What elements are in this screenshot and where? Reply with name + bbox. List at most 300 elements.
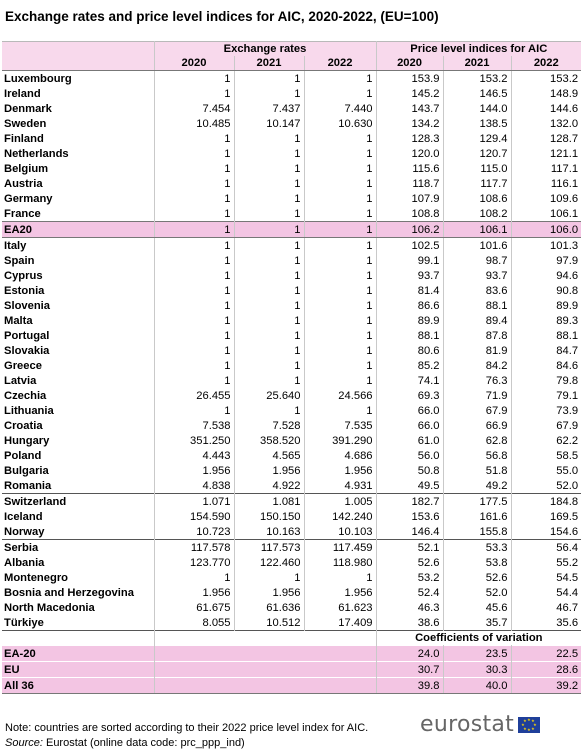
row-value: 1 — [234, 313, 304, 328]
header-corner-2 — [2, 56, 154, 71]
row-value: 177.5 — [443, 494, 511, 510]
row-value: 1 — [234, 222, 304, 238]
row-value: 53.8 — [443, 555, 511, 570]
row-label: Lithuania — [2, 403, 154, 418]
row-value: 144.0 — [443, 101, 511, 116]
row-value: 1 — [154, 253, 234, 268]
table-row — [2, 298, 581, 313]
cv-header-blank — [2, 631, 154, 646]
row-value: 117.578 — [154, 540, 234, 556]
cv-blank — [154, 678, 234, 694]
row-value: 99.1 — [376, 253, 443, 268]
row-value: 1 — [234, 71, 304, 87]
row-value: 62.8 — [443, 433, 511, 448]
row-value: 10.723 — [154, 524, 234, 540]
row-label: Albania — [2, 555, 154, 570]
row-value: 1 — [304, 146, 376, 161]
row-value: 1 — [304, 86, 376, 101]
cv-row-label: All 36 — [2, 678, 154, 694]
header-corner — [2, 42, 154, 57]
row-value: 1 — [234, 403, 304, 418]
row-label: Malta — [2, 313, 154, 328]
row-value: 1 — [304, 161, 376, 176]
row-value: 1 — [234, 570, 304, 585]
row-value: 128.7 — [550, 132, 579, 145]
row-value: 121.1 — [550, 147, 579, 160]
row-value: 1 — [234, 131, 304, 146]
row-value: 1 — [304, 358, 376, 373]
row-value: 153.9 — [376, 71, 443, 87]
row-value: 1 — [154, 131, 234, 146]
data-table — [2, 41, 581, 694]
row-value: 1 — [304, 191, 376, 206]
row-value: 4.443 — [154, 448, 234, 463]
header-price-level-indices: Price level indices for AIC — [376, 42, 581, 57]
row-value: 143.7 — [376, 101, 443, 116]
row-value: 1 — [304, 222, 376, 238]
row-value: 79.1 — [556, 389, 579, 402]
row-value: 61.675 — [154, 600, 234, 615]
table-row — [2, 358, 581, 373]
table-row — [2, 478, 581, 494]
header-year: 2020 — [154, 56, 234, 71]
cv-row-value: 28.6 — [511, 662, 581, 678]
row-value: 106.1 — [443, 222, 511, 238]
row-value: 1 — [154, 403, 234, 418]
row-label: Croatia — [2, 418, 154, 433]
row-value: 84.2 — [443, 358, 511, 373]
row-value: 4.565 — [234, 448, 304, 463]
row-value: 1 — [304, 343, 376, 358]
header-year: 2020 — [376, 56, 443, 71]
row-value: 120.0 — [376, 146, 443, 161]
row-value: 66.0 — [376, 403, 443, 418]
row-value: 7.528 — [234, 418, 304, 433]
row-value: 1 — [234, 343, 304, 358]
row-value: 391.290 — [304, 433, 376, 448]
row-value: 10.485 — [154, 116, 234, 131]
table-row — [2, 71, 581, 87]
row-label: Greece — [2, 358, 154, 373]
row-value: 142.240 — [304, 509, 376, 524]
row-value: 54.5 — [556, 571, 579, 584]
row-value: 52.1 — [376, 540, 443, 556]
row-value: 62.2 — [556, 434, 579, 447]
row-value: 1 — [154, 161, 234, 176]
row-value: 1 — [234, 176, 304, 191]
table-row — [2, 418, 581, 433]
row-value: 98.7 — [443, 253, 511, 268]
row-label: Germany — [2, 191, 154, 206]
row-label: Montenegro — [2, 570, 154, 585]
row-value: 89.4 — [443, 313, 511, 328]
row-value: 7.538 — [154, 418, 234, 433]
table-row — [2, 161, 581, 176]
row-label: Poland — [2, 448, 154, 463]
table-row — [2, 176, 581, 191]
row-value: 132.0 — [550, 117, 579, 130]
row-value: 25.640 — [234, 388, 304, 403]
row-value: 79.8 — [556, 374, 579, 387]
row-value: 66.9 — [443, 418, 511, 433]
table-row — [2, 570, 581, 585]
cv-row — [2, 662, 581, 678]
table-row — [2, 540, 581, 556]
row-value: 1 — [304, 71, 376, 87]
cv-row-value: 24.0 — [376, 646, 443, 662]
row-value: 4.686 — [304, 448, 376, 463]
row-value: 58.5 — [556, 449, 579, 462]
row-value: 73.9 — [556, 404, 579, 417]
row-value: 7.440 — [304, 101, 376, 116]
row-value: 120.7 — [443, 146, 511, 161]
row-value: 1 — [154, 298, 234, 313]
row-value: 1 — [304, 570, 376, 585]
table-row — [2, 555, 581, 570]
row-value: 128.3 — [376, 131, 443, 146]
row-label: Bosnia and Herzegovina — [2, 585, 154, 600]
row-value: 55.2 — [556, 556, 579, 569]
row-value: 10.630 — [304, 116, 376, 131]
table-row — [2, 524, 581, 540]
row-label: Cyprus — [2, 268, 154, 283]
row-value: 1 — [304, 373, 376, 388]
cv-blank — [304, 646, 376, 662]
row-value: 1 — [154, 313, 234, 328]
row-value: 49.5 — [376, 478, 443, 494]
table-row — [2, 328, 581, 343]
table-row — [2, 615, 581, 631]
table-row — [2, 433, 581, 448]
row-value: 93.7 — [443, 268, 511, 283]
row-label: Italy — [2, 238, 154, 254]
row-value: 51.8 — [443, 463, 511, 478]
row-value: 182.7 — [376, 494, 443, 510]
row-value: 1 — [234, 191, 304, 206]
row-value: 153.6 — [376, 509, 443, 524]
row-value: 56.4 — [511, 540, 581, 556]
row-value: 1 — [234, 161, 304, 176]
table-row — [2, 131, 581, 146]
header-year: 2021 — [443, 56, 511, 71]
cv-header-row — [2, 631, 581, 646]
row-value: 97.9 — [556, 254, 579, 267]
cv-row-value: 23.5 — [443, 646, 511, 662]
row-value: 55.0 — [556, 464, 579, 477]
row-value: 117.7 — [443, 176, 511, 191]
header-year-row — [2, 56, 581, 71]
row-value: 17.409 — [304, 615, 376, 631]
row-value: 50.8 — [376, 463, 443, 478]
row-value: 1 — [154, 343, 234, 358]
row-value: 35.6 — [556, 616, 579, 629]
row-value: 1 — [234, 86, 304, 101]
row-label: Austria — [2, 176, 154, 191]
row-value: 67.9 — [556, 419, 579, 432]
row-value: 61.623 — [304, 600, 376, 615]
row-value: 89.9 — [376, 313, 443, 328]
row-value: 109.6 — [550, 192, 579, 205]
row-value: 7.535 — [304, 418, 376, 433]
row-value: 7.454 — [154, 101, 234, 116]
row-value: 89.3 — [556, 314, 579, 327]
row-value: 144.6 — [550, 102, 579, 115]
row-value: 83.6 — [443, 283, 511, 298]
row-value: 1 — [234, 328, 304, 343]
row-value: 88.1 — [443, 298, 511, 313]
row-value: 84.7 — [556, 344, 579, 357]
row-value: 10.103 — [304, 524, 376, 540]
row-value: 81.9 — [443, 343, 511, 358]
row-value: 1 — [304, 403, 376, 418]
row-value: 117.573 — [234, 540, 304, 556]
cv-row-value: 30.7 — [376, 662, 443, 678]
row-label: Slovakia — [2, 343, 154, 358]
row-value: 106.2 — [376, 222, 443, 238]
row-label: Portugal — [2, 328, 154, 343]
row-value: 1 — [304, 238, 376, 254]
cv-row-value: 39.2 — [511, 678, 581, 694]
row-value: 84.6 — [556, 359, 579, 372]
row-value: 1 — [154, 268, 234, 283]
row-label: Serbia — [2, 540, 154, 556]
row-value: 101.3 — [511, 238, 581, 254]
table-row — [2, 238, 581, 254]
row-value: 90.8 — [556, 284, 579, 297]
row-value: 106.0 — [511, 222, 581, 238]
row-label: Romania — [2, 478, 154, 494]
row-value: 1 — [304, 176, 376, 191]
row-value: 1 — [154, 358, 234, 373]
cv-blank — [234, 646, 304, 662]
row-value: 154.6 — [550, 525, 579, 538]
row-value: 10.147 — [234, 116, 304, 131]
row-value: 117.459 — [304, 540, 376, 556]
cv-row — [2, 646, 581, 662]
row-value: 146.5 — [443, 86, 511, 101]
row-value: 76.3 — [443, 373, 511, 388]
row-value: 184.8 — [511, 494, 581, 510]
row-value: 1 — [154, 373, 234, 388]
header-exchange-rates: Exchange rates — [154, 42, 376, 57]
logo-text: eurostat — [420, 712, 515, 737]
row-value: 123.770 — [154, 555, 234, 570]
row-value: 1.081 — [234, 494, 304, 510]
cv-row-value: 40.0 — [443, 678, 511, 694]
row-value: 161.6 — [443, 509, 511, 524]
header-year: 2022 — [511, 56, 581, 71]
row-value: 35.7 — [443, 615, 511, 631]
row-label: Switzerland — [2, 494, 154, 510]
row-value: 66.0 — [376, 418, 443, 433]
row-label: North Macedonia — [2, 600, 154, 615]
row-value: 1 — [234, 253, 304, 268]
row-value: 155.8 — [443, 524, 511, 540]
row-value: 1.005 — [304, 494, 376, 510]
row-value: 26.455 — [154, 388, 234, 403]
row-value: 1 — [154, 206, 234, 222]
row-value: 108.8 — [376, 206, 443, 222]
table-row — [2, 222, 581, 238]
row-value: 67.9 — [443, 403, 511, 418]
row-value: 1 — [154, 328, 234, 343]
eurostat-logo — [420, 712, 540, 737]
cv-row-value: 30.3 — [443, 662, 511, 678]
row-value: 52.0 — [556, 479, 579, 492]
table-row — [2, 403, 581, 418]
header-year: 2021 — [234, 56, 304, 71]
row-value: 1 — [234, 238, 304, 254]
row-value: 46.7 — [556, 601, 579, 614]
table-row — [2, 313, 581, 328]
table-row — [2, 146, 581, 161]
row-value: 148.9 — [550, 87, 579, 100]
row-value: 1 — [304, 328, 376, 343]
row-value: 1 — [154, 176, 234, 191]
row-label: Iceland — [2, 509, 154, 524]
row-value: 115.0 — [443, 161, 511, 176]
cv-blank — [304, 678, 376, 694]
header-group-row — [2, 42, 581, 57]
row-label: Denmark — [2, 101, 154, 116]
row-value: 1.956 — [304, 463, 376, 478]
row-value: 4.838 — [154, 478, 234, 494]
row-value: 134.2 — [376, 116, 443, 131]
row-value: 1 — [234, 298, 304, 313]
row-label: Sweden — [2, 116, 154, 131]
row-value: 53.2 — [376, 570, 443, 585]
row-value: 1 — [154, 191, 234, 206]
table-row — [2, 463, 581, 478]
table-row — [2, 116, 581, 131]
row-value: 107.9 — [376, 191, 443, 206]
row-value: 1 — [234, 373, 304, 388]
table-body — [2, 71, 581, 631]
row-value: 81.4 — [376, 283, 443, 298]
row-value: 54.4 — [556, 586, 579, 599]
row-value: 1.071 — [154, 494, 234, 510]
row-value: 80.6 — [376, 343, 443, 358]
table-row — [2, 373, 581, 388]
row-label: Spain — [2, 253, 154, 268]
row-label: EA20 — [2, 222, 154, 238]
row-label: Hungary — [2, 433, 154, 448]
row-value: 116.1 — [550, 177, 579, 190]
row-value: 1 — [154, 71, 234, 87]
row-value: 10.512 — [234, 615, 304, 631]
table-row — [2, 86, 581, 101]
row-value: 1 — [154, 570, 234, 585]
table-row — [2, 388, 581, 403]
table-row — [2, 600, 581, 615]
row-label: Netherlands — [2, 146, 154, 161]
row-label: Czechia — [2, 388, 154, 403]
table-row — [2, 585, 581, 600]
table-row — [2, 206, 581, 222]
cv-blank — [154, 646, 234, 662]
row-value: 61.0 — [376, 433, 443, 448]
source-line — [5, 737, 245, 749]
row-value: 8.055 — [154, 615, 234, 631]
footnote: Note: countries are sorted according to their 2022 price level index for AIC. — [5, 722, 369, 734]
row-value: 52.6 — [443, 570, 511, 585]
row-value: 169.5 — [550, 510, 579, 523]
row-value: 1 — [234, 146, 304, 161]
cv-label: Coefficients of variation — [376, 631, 581, 646]
row-value: 88.1 — [376, 328, 443, 343]
table-row — [2, 253, 581, 268]
row-value: 71.9 — [443, 388, 511, 403]
row-value: 74.1 — [376, 373, 443, 388]
row-value: 52.4 — [376, 585, 443, 600]
row-value: 1 — [304, 131, 376, 146]
table-row — [2, 283, 581, 298]
row-value: 1 — [234, 206, 304, 222]
cv-header-blank — [304, 631, 376, 646]
row-value: 1 — [154, 222, 234, 238]
row-value: 53.3 — [443, 540, 511, 556]
table-row — [2, 494, 581, 510]
row-value: 115.6 — [376, 161, 443, 176]
row-value: 1 — [234, 268, 304, 283]
row-value: 1 — [154, 86, 234, 101]
row-value: 1 — [304, 298, 376, 313]
row-value: 1 — [304, 283, 376, 298]
row-value: 1 — [154, 238, 234, 254]
cv-row-value: 22.5 — [511, 646, 581, 662]
row-value: 153.2 — [443, 71, 511, 87]
row-label: Slovenia — [2, 298, 154, 313]
row-value: 138.5 — [443, 116, 511, 131]
row-value: 1 — [234, 358, 304, 373]
row-value: 117.1 — [550, 162, 579, 175]
cv-blank — [234, 678, 304, 694]
row-label: Latvia — [2, 373, 154, 388]
row-value: 86.6 — [376, 298, 443, 313]
cv-row-label: EU — [2, 662, 154, 678]
row-value: 102.5 — [376, 238, 443, 254]
row-value: 358.520 — [234, 433, 304, 448]
row-value: 153.2 — [550, 72, 579, 85]
row-label: Ireland — [2, 86, 154, 101]
header-year: 2022 — [304, 56, 376, 71]
cv-blank — [304, 662, 376, 678]
row-value: 1.956 — [234, 585, 304, 600]
table-title: Exchange rates and price level indices for AIC, 2020-2022, (EU=100) — [5, 9, 439, 24]
row-label: Luxembourg — [2, 71, 154, 87]
row-value: 56.8 — [443, 448, 511, 463]
row-value: 46.3 — [376, 600, 443, 615]
row-value: 106.1 — [550, 207, 579, 220]
row-value: 49.2 — [443, 478, 511, 494]
row-value: 4.922 — [234, 478, 304, 494]
row-label: Türkiye — [2, 615, 154, 631]
table-row — [2, 101, 581, 116]
cv-blank — [154, 662, 234, 678]
row-value: 1 — [154, 283, 234, 298]
row-value: 1.956 — [304, 585, 376, 600]
cv-blank — [234, 662, 304, 678]
row-value: 1 — [234, 283, 304, 298]
row-value: 93.7 — [376, 268, 443, 283]
row-value: 1 — [304, 268, 376, 283]
row-value: 7.437 — [234, 101, 304, 116]
row-value: 89.9 — [556, 299, 579, 312]
row-value: 145.2 — [376, 86, 443, 101]
row-label: Norway — [2, 524, 154, 540]
source-label: Source: — [5, 737, 43, 749]
cv-header-blank — [154, 631, 234, 646]
